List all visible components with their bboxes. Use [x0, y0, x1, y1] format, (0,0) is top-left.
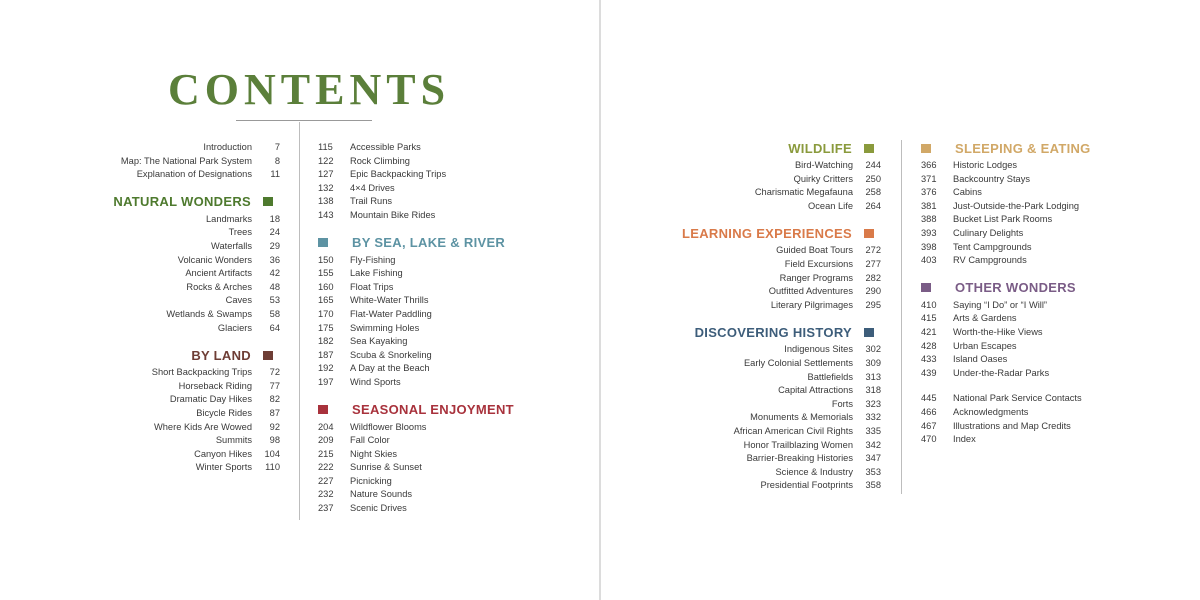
toc-entry-swimming-holes [318, 322, 568, 336]
entry-page-number: 209 [318, 435, 334, 446]
toc-entry-presidential-footprints [660, 479, 881, 493]
entry-label: Landmarks [206, 213, 252, 224]
toc-entry-nature-sounds [318, 488, 568, 502]
toc-entry-wetlands-swamps [108, 308, 280, 322]
title-rule [236, 120, 372, 121]
entry-label: Accessible Parks [350, 142, 421, 152]
entry-page-number: 58 [269, 308, 280, 319]
toc-entry-caves [108, 294, 280, 308]
entry-page-number: 410 [921, 299, 937, 310]
entry-label: Rock Climbing [350, 155, 410, 166]
section-title: OTHER WONDERS [955, 280, 1076, 296]
entry-page-number: 415 [921, 313, 937, 324]
entry-label: Scuba & Snorkeling [350, 349, 432, 360]
entry-page-number: 347 [865, 453, 881, 464]
toc-entry-fall-color [318, 434, 568, 448]
entry-page-number: 7 [274, 142, 280, 152]
entry-label: Flat-Water Paddling [350, 308, 432, 319]
toc-entry-saying-i-do-or-i-will [921, 299, 1121, 313]
entry-page-number: 150 [318, 254, 334, 265]
entry-label: Short Backpacking Trips [151, 367, 252, 378]
entry-page-number: 182 [318, 336, 334, 347]
entry-page-number: 232 [318, 489, 334, 500]
entry-label: Science & Industry [775, 466, 853, 477]
section-other [921, 280, 1121, 381]
entry-label: Charismatic Megafauna [754, 187, 853, 198]
entry-page-number: 353 [865, 466, 881, 477]
entry-page-number: 467 [921, 420, 937, 431]
toc-entry-scenic-drives [318, 502, 568, 516]
toc-entry-field-excursions [660, 258, 881, 272]
toc-entry-monuments-memorials [660, 411, 881, 425]
toc-entry-rv-campgrounds [921, 254, 1121, 268]
entry-page-number: 428 [921, 340, 937, 351]
toc-entry-charismatic-megafauna [660, 186, 881, 200]
section-title: BY LAND [191, 347, 251, 363]
entry-page-number: 204 [318, 421, 334, 432]
color-square-icon [921, 283, 931, 292]
entry-page-number: 366 [921, 160, 937, 170]
entry-page-number: 398 [921, 241, 937, 252]
toc-entry-lake-fishing [318, 267, 568, 281]
entry-label: Quirky Critters [793, 173, 853, 184]
toc-entry-barrier-breaking-histories [660, 452, 881, 466]
entry-page-number: 244 [865, 160, 881, 170]
entry-page-number: 272 [865, 245, 881, 256]
entry-label: Wind Sports [350, 376, 401, 387]
entry-label: Sunrise & Sunset [350, 462, 422, 473]
entry-label: Night Skies [350, 448, 398, 459]
entry-label: Swimming Holes [350, 322, 420, 333]
entry-label: Bird-Watching [794, 160, 853, 170]
color-square-icon [318, 238, 328, 247]
section-heading [660, 225, 881, 241]
entry-label: Wetlands & Swamps [166, 308, 252, 319]
entry-label: Map: The National Park System [120, 155, 252, 166]
entry-label: A Day at the Beach [350, 363, 430, 374]
column-divider-right [901, 140, 902, 494]
section-heading [108, 347, 280, 363]
entry-page-number: 87 [269, 407, 280, 418]
entry-label: Field Excursions [784, 258, 853, 269]
entry-page-number: 36 [269, 254, 280, 265]
color-square-icon [263, 351, 273, 360]
entry-label: Caves [225, 295, 252, 306]
toc-entry-short-backpacking-trips [108, 366, 280, 380]
entry-page-number: 98 [269, 435, 280, 446]
entry-page-number: 48 [269, 281, 280, 292]
entry-label: Scenic Drives [350, 503, 407, 514]
toc-entry-fly-fishing [318, 254, 568, 268]
entry-label: Fly-Fishing [350, 254, 396, 265]
column-b [318, 141, 568, 516]
entry-page-number: 110 [265, 462, 280, 473]
entry-label: Guided Boat Tours [776, 245, 853, 256]
entry-page-number: 335 [865, 425, 881, 436]
section-title: LEARNING EXPERIENCES [682, 225, 852, 241]
toc-entry-forts [660, 398, 881, 412]
entry-label: Barrier-Breaking Histories [746, 453, 853, 464]
entry-label: Canyon Hikes [194, 448, 252, 459]
section-title: DISCOVERING HISTORY [694, 324, 852, 340]
entry-page-number: 53 [269, 295, 280, 306]
column-d [921, 140, 1121, 447]
entry-page-number: 42 [269, 268, 280, 279]
page-gutter [599, 0, 601, 600]
column-a [108, 141, 280, 475]
entry-label: Ocean Life [808, 200, 853, 211]
section-learning [660, 225, 881, 312]
toc-entry-volcanic-wonders [108, 254, 280, 268]
toc-entry-ranger-programs [660, 272, 881, 286]
entry-page-number: 24 [269, 227, 280, 238]
entry-page-number: 92 [269, 421, 280, 432]
entry-page-number: 388 [921, 214, 937, 225]
toc-entry-accessible-parks [318, 141, 568, 155]
entry-label: Epic Backpacking Trips [350, 169, 447, 180]
entry-label: Picnicking [350, 475, 392, 486]
entry-page-number: 175 [318, 322, 334, 333]
entry-label: Sea Kayaking [350, 336, 408, 347]
entry-label: Rocks & Arches [186, 281, 252, 292]
section-sleeping [921, 140, 1121, 268]
entry-page-number: 313 [865, 371, 881, 382]
color-square-icon [864, 328, 874, 337]
entry-label: Acknowledgments [953, 406, 1029, 417]
toc-entry-indigenous-sites [660, 343, 881, 357]
section-wildlife [660, 140, 881, 213]
toc-entry-epic-backpacking-trips [318, 168, 568, 182]
entry-page-number: 155 [318, 268, 334, 279]
entry-page-number: 215 [318, 448, 334, 459]
toc-entry-honor-trailblazing-women [660, 439, 881, 453]
entry-page-number: 222 [318, 462, 334, 473]
section-heading [921, 280, 1121, 296]
entry-page-number: 104 [264, 448, 280, 459]
toc-entry-4-4-drives [318, 182, 568, 196]
toc-entry-winter-sports [108, 461, 280, 475]
section-title: NATURAL WONDERS [113, 194, 251, 210]
toc-entry-horseback-riding [108, 380, 280, 394]
entry-page-number: 295 [865, 299, 881, 310]
toc-entry-introduction [108, 141, 280, 155]
entry-page-number: 237 [318, 503, 334, 514]
toc-entry-backcountry-stays [921, 173, 1121, 187]
page-title: CONTENTS [168, 65, 451, 114]
entry-page-number: 258 [865, 187, 881, 198]
toc-entry-canyon-hikes [108, 448, 280, 462]
entry-label: Island Oases [953, 354, 1008, 365]
entry-label: Capital Attractions [778, 385, 853, 396]
entry-label: Nature Sounds [350, 489, 413, 500]
toc-entry-urban-escapes [921, 340, 1121, 354]
entry-page-number: 290 [865, 286, 881, 297]
entry-page-number: 318 [865, 385, 881, 396]
entry-page-number: 72 [269, 367, 280, 378]
toc-entry-summits [108, 434, 280, 448]
section-heading [318, 402, 568, 418]
toc-entry-white-water-thrills [318, 294, 568, 308]
entry-page-number: 445 [921, 393, 937, 404]
toc-entry-capital-attractions [660, 384, 881, 398]
toc-entry-glaciers [108, 322, 280, 336]
toc-entry-guided-boat-tours [660, 244, 881, 258]
entry-label: Cabins [953, 187, 982, 198]
section-natural-wonders [108, 194, 280, 335]
entry-label: Honor Trailblazing Women [743, 439, 853, 450]
entry-page-number: 381 [921, 200, 937, 211]
color-square-icon [263, 197, 273, 206]
entry-page-number: 433 [921, 354, 937, 365]
color-square-icon [921, 144, 931, 153]
entry-label: Battlefields [807, 371, 853, 382]
entry-page-number: 160 [318, 281, 334, 292]
toc-entry-scuba-snorkeling [318, 349, 568, 363]
toc-entry-wildflower-blooms [318, 421, 568, 435]
entry-label: Illustrations and Map Credits [953, 420, 1071, 431]
entry-label: Forts [831, 398, 853, 409]
entry-page-number: 170 [318, 308, 334, 319]
entry-page-number: 132 [318, 182, 334, 193]
entry-page-number: 165 [318, 295, 334, 306]
entry-page-number: 187 [318, 349, 334, 360]
entry-label: Under-the-Radar Parks [953, 367, 1050, 378]
entry-page-number: 227 [318, 475, 334, 486]
entry-label: Tent Campgrounds [953, 241, 1032, 252]
entry-label: Introduction [203, 142, 252, 152]
entry-page-number: 421 [921, 326, 937, 337]
entry-label: Dramatic Day Hikes [169, 394, 252, 405]
section-by-sea [318, 235, 568, 390]
entry-label: Float Trips [350, 281, 394, 292]
entry-label: Monuments & Memorials [750, 412, 853, 423]
toc-entry-wind-sports [318, 376, 568, 390]
entry-page-number: 122 [318, 155, 334, 166]
entry-label: Presidential Footprints [760, 480, 853, 491]
entry-page-number: 282 [865, 272, 881, 283]
section-seasonal [318, 402, 568, 516]
toc-entry-trail-runs [318, 195, 568, 209]
entry-label: Trail Runs [350, 196, 393, 207]
entry-page-number: 277 [865, 258, 881, 269]
toc-entry-where-kids-are-wowed [108, 421, 280, 435]
entry-label: Lake Fishing [350, 268, 403, 279]
entry-page-number: 197 [318, 376, 334, 387]
entry-label: Bicycle Rides [196, 407, 252, 418]
entry-label: Arts & Gardens [953, 313, 1017, 324]
section-by-land [108, 347, 280, 475]
section-title: WILDLIFE [788, 140, 852, 156]
entry-label: White-Water Thrills [350, 295, 429, 306]
entry-label: Culinary Delights [953, 227, 1024, 238]
toc-entry-historic-lodges [921, 159, 1121, 173]
section-heading [921, 140, 1121, 156]
section-heading [660, 324, 881, 340]
entry-label: Waterfalls [211, 240, 252, 251]
column-divider-left [299, 122, 300, 520]
entry-label: Volcanic Wonders [177, 254, 252, 265]
entry-label: Mountain Bike Rides [350, 209, 436, 220]
entry-page-number: 302 [865, 344, 881, 355]
toc-entry-sea-kayaking [318, 335, 568, 349]
entry-page-number: 466 [921, 406, 937, 417]
toc-entry-arts-gardens [921, 312, 1121, 326]
toc-entry-worth-the-hike-views [921, 326, 1121, 340]
entry-page-number: 29 [269, 240, 280, 251]
toc-entry-tent-campgrounds [921, 241, 1121, 255]
entry-page-number: 115 [318, 142, 333, 152]
section-title: SEASONAL ENJOYMENT [352, 402, 514, 417]
toc-entry-just-outside-the-park-lodging [921, 200, 1121, 214]
toc-entry-index [921, 433, 1121, 447]
entry-label: Explanation of Designations [136, 169, 252, 180]
entry-label: Outfitted Adventures [768, 286, 853, 297]
entry-page-number: 82 [269, 394, 280, 405]
toc-entry-african-american-civil-rights [660, 425, 881, 439]
entry-page-number: 264 [865, 200, 881, 211]
section-title: BY SEA, LAKE & RIVER [352, 235, 506, 251]
toc-entry-picnicking [318, 475, 568, 489]
entry-label: African American Civil Rights [733, 425, 853, 436]
entry-page-number: 332 [865, 412, 881, 423]
toc-entry-battlefields [660, 371, 881, 385]
entry-page-number: 77 [269, 380, 280, 391]
toc-entry-waterfalls [108, 240, 280, 254]
toc-entry-trees [108, 226, 280, 240]
entry-page-number: 439 [921, 367, 937, 378]
column-c [660, 140, 881, 493]
entry-label: Ancient Artifacts [185, 268, 252, 279]
toc-entry-national-park-service-contacts [921, 392, 1121, 406]
entry-label: Backcountry Stays [953, 173, 1030, 184]
entry-label: Bucket List Park Rooms [953, 214, 1053, 225]
entry-label: Winter Sports [195, 462, 252, 473]
toc-entry-ancient-artifacts [108, 267, 280, 281]
toc-entry-landmarks [108, 213, 280, 227]
toc-entry-float-trips [318, 281, 568, 295]
entry-label: Early Colonial Settlements [743, 357, 853, 368]
toc-entry-ocean-life [660, 200, 881, 214]
entry-label: Worth-the-Hike Views [953, 326, 1043, 337]
entry-label: Saying “I Do” or “I Will” [953, 299, 1048, 310]
entry-label: Indigenous Sites [784, 344, 853, 355]
color-square-icon [318, 405, 328, 414]
toc-entry-sunrise-sunset [318, 461, 568, 475]
entry-label: Index [953, 434, 976, 445]
section-heading [108, 194, 280, 210]
entry-label: Trees [228, 227, 252, 238]
toc-entry-outfitted-adventures [660, 285, 881, 299]
entry-label: Ranger Programs [779, 272, 853, 283]
toc-entry-bucket-list-park-rooms [921, 213, 1121, 227]
toc-entry-science-industry [660, 466, 881, 480]
toc-entry-island-oases [921, 353, 1121, 367]
entry-label: Urban Escapes [953, 340, 1017, 351]
entry-page-number: 127 [318, 169, 334, 180]
entry-label: RV Campgrounds [953, 255, 1027, 266]
entry-page-number: 342 [865, 439, 881, 450]
entry-label: Fall Color [350, 435, 390, 446]
entry-label: Just-Outside-the-Park Lodging [953, 200, 1080, 211]
entry-label: Wildflower Blooms [350, 421, 427, 432]
toc-entry-quirky-critters [660, 173, 881, 187]
toc-entry-early-colonial-settlements [660, 357, 881, 371]
entry-page-number: 323 [865, 398, 881, 409]
entry-page-number: 358 [865, 480, 881, 491]
toc-entry-night-skies [318, 448, 568, 462]
toc-entry-a-day-at-the-beach [318, 362, 568, 376]
toc-entry-literary-pilgrimages [660, 299, 881, 313]
entry-page-number: 8 [274, 155, 280, 166]
toc-entry-rocks-arches [108, 281, 280, 295]
color-square-icon [864, 144, 874, 153]
toc-entry-bird-watching [660, 159, 881, 173]
entry-label: Where Kids Are Wowed [153, 421, 252, 432]
entry-page-number: 403 [921, 255, 937, 266]
section-title: SLEEPING & EATING [955, 140, 1091, 156]
entry-page-number: 18 [269, 213, 280, 224]
toc-entry-culinary-delights [921, 227, 1121, 241]
entry-label: National Park Service Contacts [953, 393, 1082, 404]
entry-label: 4×4 Drives [350, 182, 395, 193]
entry-label: Horseback Riding [178, 380, 252, 391]
toc-entry-illustrations-and-map-credits [921, 420, 1121, 434]
entry-label: Glaciers [217, 322, 252, 333]
color-square-icon [864, 229, 874, 238]
entry-page-number: 393 [921, 227, 937, 238]
toc-entry-under-the-radar-parks [921, 367, 1121, 381]
toc-entry-cabins [921, 186, 1121, 200]
section-heading [660, 140, 881, 156]
entry-page-number: 250 [865, 173, 881, 184]
entry-page-number: 138 [318, 196, 334, 207]
toc-entry-bicycle-rides [108, 407, 280, 421]
toc-entry-explanation-of-designations [108, 168, 280, 182]
toc-entry-map-the-national-park-system [108, 155, 280, 169]
entry-label: Summits [215, 435, 252, 446]
entry-page-number: 192 [318, 363, 334, 374]
toc-entry-mountain-bike-rides [318, 209, 568, 223]
entry-page-number: 371 [921, 173, 937, 184]
section-history [660, 324, 881, 493]
entry-label: Historic Lodges [953, 160, 1018, 170]
toc-entry-dramatic-day-hikes [108, 393, 280, 407]
entry-label: Literary Pilgrimages [770, 299, 853, 310]
section-heading [318, 235, 568, 251]
entry-page-number: 309 [865, 357, 881, 368]
toc-entry-acknowledgments [921, 406, 1121, 420]
toc-entry-rock-climbing [318, 155, 568, 169]
entry-page-number: 376 [921, 187, 937, 198]
entry-page-number: 64 [269, 322, 280, 333]
entry-page-number: 143 [318, 209, 334, 220]
toc-entry-flat-water-paddling [318, 308, 568, 322]
entry-page-number: 11 [270, 169, 280, 180]
entry-page-number: 470 [921, 434, 937, 445]
